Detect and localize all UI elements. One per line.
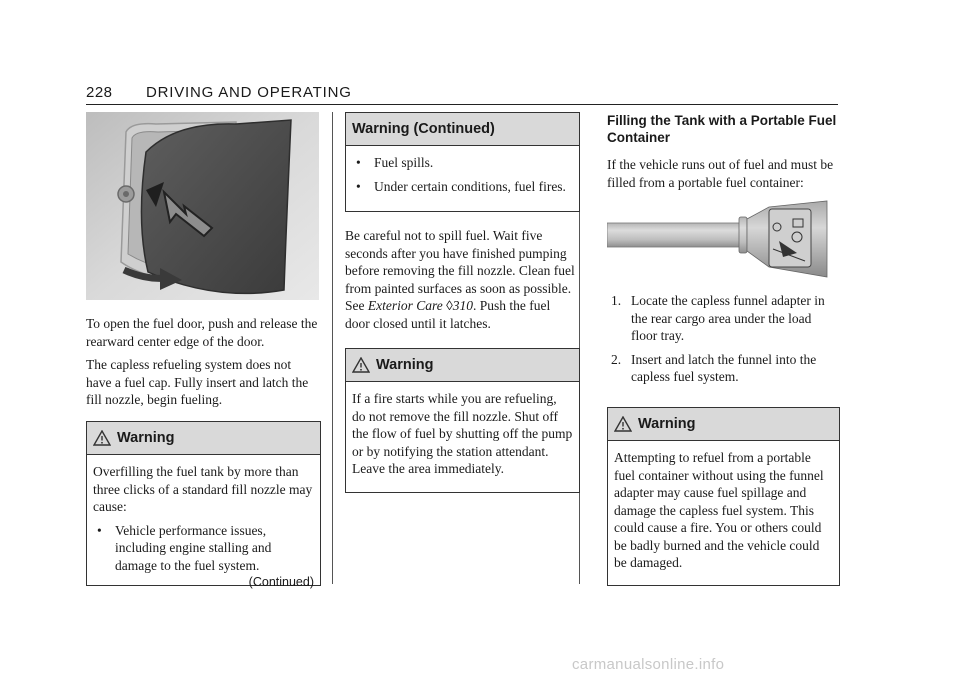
warning-title: Warning	[117, 430, 175, 446]
spill-text: Be careful not to spill fuel. Wait five seconds after you have finished pumping before removing the fill nozzle. Clean fuel from painted surfaces as soon as possible. See	[345, 228, 575, 313]
spill-paragraph	[345, 227, 578, 332]
warning-triangle-icon	[352, 357, 370, 373]
step-text: Insert and latch the funnel into the capless fuel system.	[631, 351, 817, 384]
warning-box-overfill	[86, 421, 321, 589]
step-text: Locate the capless funnel adapter in the rear cargo area under the load floor tray.	[631, 293, 825, 343]
warning-title: Warning (Continued)	[352, 121, 495, 137]
fuel-door-illustration	[86, 112, 319, 300]
watermark: carmanualsonline.info	[572, 656, 725, 673]
column-1	[86, 112, 319, 409]
section-title: DRIVING AND OPERATING	[146, 84, 352, 101]
step-item	[607, 351, 838, 386]
warning-triangle-icon	[614, 416, 632, 432]
warning-bullet: • Fuel spills.	[352, 154, 573, 172]
page-header	[86, 84, 838, 105]
warning-bullet: • Vehicle performance issues, including engine stalling and damage to the fuel system.	[93, 522, 314, 575]
warning-header	[346, 349, 579, 382]
page-ref-number[interactable]: 310	[452, 298, 474, 313]
exterior-care-link[interactable]: Exterior Care	[367, 298, 443, 313]
portable-container-intro: If the vehicle runs out of fuel and must be filled from a portable fuel container:	[607, 157, 834, 190]
warning-text: Overfilling the fuel tank by more than three clicks of a standard fill nozzle may cause:	[93, 464, 313, 514]
column-divider-1	[332, 112, 333, 584]
step-item	[607, 292, 838, 345]
funnel-adapter-illustration	[607, 197, 838, 281]
warning-box-portable	[607, 407, 840, 586]
warning-text: If a fire starts while you are refueling, do not remove the fill nozzle. Shut off the flow of fuel by shutting off the pump or by notifying the station attendant. Leave the area immediately.	[352, 391, 573, 476]
warning-header	[346, 113, 579, 146]
warning-text: Attempting to refuel from a portable fuel container without using the funnel adapter may cause fuel spillage and damage the capless fuel system. This could cause a fire. You or others could be badly burned and the vehicle could be damaged.	[614, 450, 824, 570]
spill-text-end: . Push the fuel door closed until it latches.	[345, 298, 551, 331]
capless-system-text: The capless refueling system does not have a fuel cap. Fully insert and latch the fill nozzle, begin fueling.	[86, 357, 309, 407]
column-3	[607, 112, 838, 386]
page-number: 228	[86, 84, 113, 101]
warning-box-fire	[345, 348, 580, 493]
warning-triangle-icon	[93, 430, 111, 446]
page-ref-icon: ◊	[446, 298, 453, 313]
continued-label: (Continued)	[248, 575, 314, 589]
warning-title: Warning	[638, 416, 696, 432]
section-heading: Filling the Tank with a Portable Fuel Container	[607, 113, 837, 145]
warning-header	[87, 422, 320, 455]
step-number: 2.	[611, 351, 622, 367]
fuel-door-instructions: To open the fuel door, push and release the rearward center edge of the door.	[86, 316, 318, 349]
warning-bullet: • Under certain conditions, fuel fires.	[352, 178, 573, 196]
warning-title: Warning	[376, 357, 434, 373]
warning-box-continued	[345, 112, 580, 212]
step-number: 1.	[611, 293, 622, 308]
warning-header	[608, 408, 839, 441]
